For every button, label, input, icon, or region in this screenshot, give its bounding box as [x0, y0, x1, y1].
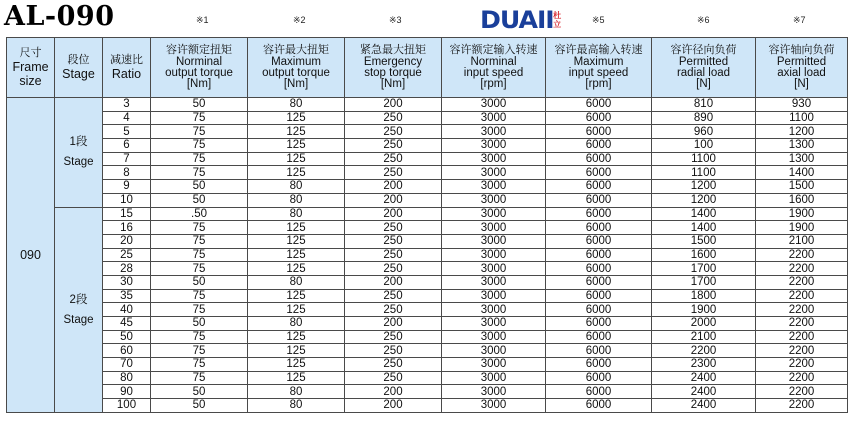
- nominal-output-torque-cell: 75: [151, 248, 248, 262]
- ratio-cell: 45: [103, 317, 151, 331]
- maximum-output-torque-cell: 80: [248, 193, 345, 207]
- emergency-stop-torque-cell: 200: [345, 193, 442, 207]
- permitted-axial-load-cell: 1300: [756, 152, 848, 166]
- permitted-radial-load-cell: 2400: [652, 385, 756, 399]
- maximum-input-speed-cell: 6000: [546, 248, 652, 262]
- permitted-radial-load-cell: 2300: [652, 358, 756, 372]
- nominal-output-torque-cell: 75: [151, 303, 248, 317]
- maximum-input-speed-cell: 6000: [546, 207, 652, 221]
- permitted-radial-load-cell: 1900: [652, 303, 756, 317]
- note-marker-6: ※6: [697, 15, 710, 25]
- nominal-output-torque-cell: 50: [151, 317, 248, 331]
- permitted-axial-load-cell: 2200: [756, 289, 848, 303]
- permitted-axial-load-cell: 1100: [756, 111, 848, 125]
- maximum-input-speed-cell: 6000: [546, 139, 652, 153]
- nominal-output-torque-cell: 50: [151, 180, 248, 194]
- table-row: [7, 330, 848, 344]
- nominal-output-torque-cell: 75: [151, 358, 248, 372]
- emergency-stop-torque-cell: 250: [345, 289, 442, 303]
- maximum-input-speed-cell: 6000: [546, 221, 652, 235]
- nominal-input-speed-cell: 3000: [442, 248, 546, 262]
- maximum-input-speed-cell: 6000: [546, 111, 652, 125]
- emergency-stop-torque-cell: 200: [345, 207, 442, 221]
- table-row: [7, 289, 848, 303]
- nominal-input-speed-cell: 3000: [442, 139, 546, 153]
- permitted-radial-load-cell: 1600: [652, 248, 756, 262]
- emergency-stop-torque-cell: 250: [345, 330, 442, 344]
- table-row: [7, 371, 848, 385]
- ratio-cell: 70: [103, 358, 151, 372]
- nominal-input-speed-cell: 3000: [442, 193, 546, 207]
- table-row: [7, 125, 848, 139]
- ratio-cell: 10: [103, 193, 151, 207]
- permitted-axial-load-cell: 2200: [756, 399, 848, 413]
- nominal-output-torque-cell: .50: [151, 207, 248, 221]
- ratio-cell: 30: [103, 275, 151, 289]
- emergency-stop-torque-cell: 250: [345, 234, 442, 248]
- maximum-output-torque-cell: 125: [248, 248, 345, 262]
- nominal-input-speed-cell: 3000: [442, 262, 546, 276]
- nominal-output-torque-cell: 75: [151, 125, 248, 139]
- permitted-axial-load-cell: 2200: [756, 371, 848, 385]
- table-row: [7, 180, 848, 194]
- maximum-input-speed-cell: 6000: [546, 98, 652, 112]
- nominal-output-torque-cell: 50: [151, 385, 248, 399]
- nominal-output-torque-cell: 75: [151, 371, 248, 385]
- maximum-input-speed-cell: 6000: [546, 234, 652, 248]
- header-nominal-input-speed: 容许额定输入转速 Norminal input speed [rpm]: [442, 38, 546, 98]
- permitted-axial-load-cell: 1900: [756, 207, 848, 221]
- permitted-axial-load-cell: 2200: [756, 262, 848, 276]
- maximum-output-torque-cell: 80: [248, 317, 345, 331]
- table-row: [7, 385, 848, 399]
- nominal-input-speed-cell: 3000: [442, 125, 546, 139]
- ratio-cell: 5: [103, 125, 151, 139]
- permitted-axial-load-cell: 2200: [756, 385, 848, 399]
- ratio-cell: 40: [103, 303, 151, 317]
- emergency-stop-torque-cell: 250: [345, 166, 442, 180]
- permitted-radial-load-cell: 1100: [652, 166, 756, 180]
- nominal-output-torque-cell: 75: [151, 139, 248, 153]
- maximum-input-speed-cell: 6000: [546, 125, 652, 139]
- table-row: [7, 152, 848, 166]
- nominal-output-torque-cell: 50: [151, 275, 248, 289]
- stage-cn-label: 1段: [69, 136, 88, 149]
- permitted-radial-load-cell: 2200: [652, 344, 756, 358]
- ratio-cell: 20: [103, 234, 151, 248]
- table-row: [7, 248, 848, 262]
- permitted-radial-load-cell: 960: [652, 125, 756, 139]
- model-title: AL-090: [4, 1, 115, 32]
- stage-en-label: Stage: [63, 156, 94, 169]
- maximum-input-speed-cell: 6000: [546, 166, 652, 180]
- nominal-input-speed-cell: 3000: [442, 221, 546, 235]
- header-maximum-input-speed: 容许最高输入转速 Maximum input speed [rpm]: [546, 38, 652, 98]
- permitted-axial-load-cell: 930: [756, 98, 848, 112]
- stage-en-label: Stage: [63, 313, 94, 326]
- permitted-radial-load-cell: 1200: [652, 180, 756, 194]
- ratio-cell: 35: [103, 289, 151, 303]
- permitted-radial-load-cell: 1400: [652, 207, 756, 221]
- table-row: [7, 111, 848, 125]
- maximum-output-torque-cell: 125: [248, 330, 345, 344]
- header-maximum-output-torque: 容许最大扭矩 Maximum output torque [Nm]: [248, 38, 345, 98]
- permitted-axial-load-cell: 1900: [756, 221, 848, 235]
- maximum-input-speed-cell: 6000: [546, 193, 652, 207]
- maximum-input-speed-cell: 6000: [546, 371, 652, 385]
- nominal-output-torque-cell: 75: [151, 330, 248, 344]
- emergency-stop-torque-cell: 200: [345, 317, 442, 331]
- permitted-axial-load-cell: 2200: [756, 275, 848, 289]
- ratio-cell: 60: [103, 344, 151, 358]
- header-permitted-radial-load: 容许径向负荷 Permitted radial load [N]: [652, 38, 756, 98]
- table-row: [7, 358, 848, 372]
- nominal-input-speed-cell: 3000: [442, 344, 546, 358]
- nominal-input-speed-cell: 3000: [442, 111, 546, 125]
- brand-logo-word: DUAII: [480, 6, 554, 34]
- maximum-output-torque-cell: 125: [248, 344, 345, 358]
- nominal-output-torque-cell: 50: [151, 399, 248, 413]
- emergency-stop-torque-cell: 200: [345, 275, 442, 289]
- nominal-output-torque-cell: 75: [151, 221, 248, 235]
- maximum-input-speed-cell: 6000: [546, 358, 652, 372]
- maximum-output-torque-cell: 125: [248, 303, 345, 317]
- header-emergency-stop-torque: 紧急最大扭矩 Emergency stop torque [Nm]: [345, 38, 442, 98]
- maximum-output-torque-cell: 125: [248, 152, 345, 166]
- nominal-input-speed-cell: 3000: [442, 385, 546, 399]
- permitted-axial-load-cell: 1400: [756, 166, 848, 180]
- note-marker-3: ※3: [389, 15, 402, 25]
- title-bar: [0, 0, 853, 38]
- emergency-stop-torque-cell: 250: [345, 344, 442, 358]
- permitted-axial-load-cell: 2200: [756, 358, 848, 372]
- permitted-axial-load-cell: 2200: [756, 344, 848, 358]
- table-row: [7, 262, 848, 276]
- nominal-input-speed-cell: 3000: [442, 180, 546, 194]
- permitted-radial-load-cell: 1700: [652, 275, 756, 289]
- header-stage: 段位 Stage: [55, 38, 103, 98]
- permitted-axial-load-cell: 1500: [756, 180, 848, 194]
- maximum-input-speed-cell: 6000: [546, 262, 652, 276]
- nominal-output-torque-cell: 75: [151, 344, 248, 358]
- maximum-input-speed-cell: 6000: [546, 317, 652, 331]
- table-row: [7, 303, 848, 317]
- maximum-input-speed-cell: 6000: [546, 303, 652, 317]
- maximum-output-torque-cell: 80: [248, 180, 345, 194]
- permitted-radial-load-cell: 1800: [652, 289, 756, 303]
- nominal-input-speed-cell: 3000: [442, 289, 546, 303]
- nominal-output-torque-cell: 75: [151, 289, 248, 303]
- maximum-output-torque-cell: 80: [248, 207, 345, 221]
- nominal-input-speed-cell: 3000: [442, 275, 546, 289]
- note-marker-7: ※7: [793, 15, 806, 25]
- maximum-output-torque-cell: 125: [248, 139, 345, 153]
- header-ratio: 减速比 Ratio: [103, 38, 151, 98]
- permitted-radial-load-cell: 100: [652, 139, 756, 153]
- nominal-output-torque-cell: 75: [151, 111, 248, 125]
- permitted-radial-load-cell: 890: [652, 111, 756, 125]
- table-row: [7, 207, 848, 221]
- permitted-axial-load-cell: 2200: [756, 330, 848, 344]
- maximum-output-torque-cell: 125: [248, 221, 345, 235]
- permitted-radial-load-cell: 1400: [652, 221, 756, 235]
- brand-logo-cn: 杜 立: [553, 11, 562, 29]
- emergency-stop-torque-cell: 250: [345, 221, 442, 235]
- maximum-output-torque-cell: 125: [248, 234, 345, 248]
- permitted-radial-load-cell: 1500: [652, 234, 756, 248]
- ratio-cell: 100: [103, 399, 151, 413]
- stage-cn-label: 2段: [69, 293, 88, 306]
- permitted-axial-load-cell: 1300: [756, 139, 848, 153]
- emergency-stop-torque-cell: 250: [345, 139, 442, 153]
- emergency-stop-torque-cell: 200: [345, 399, 442, 413]
- table-row: [7, 193, 848, 207]
- note-marker-2: ※2: [293, 15, 306, 25]
- maximum-output-torque-cell: 125: [248, 358, 345, 372]
- nominal-input-speed-cell: 3000: [442, 399, 546, 413]
- maximum-output-torque-cell: 125: [248, 111, 345, 125]
- maximum-output-torque-cell: 125: [248, 125, 345, 139]
- nominal-output-torque-cell: 75: [151, 234, 248, 248]
- ratio-cell: 15: [103, 207, 151, 221]
- nominal-input-speed-cell: 3000: [442, 234, 546, 248]
- ratio-cell: 80: [103, 371, 151, 385]
- maximum-input-speed-cell: 6000: [546, 399, 652, 413]
- nominal-input-speed-cell: 3000: [442, 358, 546, 372]
- emergency-stop-torque-cell: 250: [345, 262, 442, 276]
- maximum-input-speed-cell: 6000: [546, 289, 652, 303]
- emergency-stop-torque-cell: 200: [345, 385, 442, 399]
- table-row: [7, 344, 848, 358]
- emergency-stop-torque-cell: 200: [345, 98, 442, 112]
- frame-size-cell: 090: [7, 98, 55, 413]
- emergency-stop-torque-cell: 250: [345, 303, 442, 317]
- maximum-output-torque-cell: 125: [248, 289, 345, 303]
- maximum-output-torque-cell: 125: [248, 262, 345, 276]
- nominal-input-speed-cell: 3000: [442, 303, 546, 317]
- emergency-stop-torque-cell: 250: [345, 358, 442, 372]
- header-nominal-output-torque: 容许额定扭矩 Norminal output torque [Nm]: [151, 38, 248, 98]
- nominal-output-torque-cell: 50: [151, 193, 248, 207]
- table-row: [7, 166, 848, 180]
- brand-logo: [480, 6, 561, 34]
- maximum-input-speed-cell: 6000: [546, 180, 652, 194]
- ratio-cell: 50: [103, 330, 151, 344]
- ratio-cell: 8: [103, 166, 151, 180]
- table-row: [7, 275, 848, 289]
- nominal-output-torque-cell: 75: [151, 262, 248, 276]
- emergency-stop-torque-cell: 250: [345, 371, 442, 385]
- nominal-input-speed-cell: 3000: [442, 317, 546, 331]
- nominal-input-speed-cell: 3000: [442, 98, 546, 112]
- table-row: [7, 234, 848, 248]
- maximum-input-speed-cell: 6000: [546, 275, 652, 289]
- maximum-output-torque-cell: 80: [248, 385, 345, 399]
- stage-cell: [55, 207, 103, 412]
- nominal-input-speed-cell: 3000: [442, 207, 546, 221]
- nominal-output-torque-cell: 50: [151, 98, 248, 112]
- permitted-radial-load-cell: 810: [652, 98, 756, 112]
- nominal-output-torque-cell: 75: [151, 166, 248, 180]
- maximum-input-speed-cell: 6000: [546, 344, 652, 358]
- permitted-radial-load-cell: 2000: [652, 317, 756, 331]
- ratio-cell: 6: [103, 139, 151, 153]
- maximum-input-speed-cell: 6000: [546, 330, 652, 344]
- permitted-axial-load-cell: 1200: [756, 125, 848, 139]
- permitted-axial-load-cell: 1600: [756, 193, 848, 207]
- ratio-cell: 9: [103, 180, 151, 194]
- table-row: [7, 98, 848, 112]
- maximum-output-torque-cell: 80: [248, 98, 345, 112]
- permitted-axial-load-cell: 2200: [756, 248, 848, 262]
- permitted-axial-load-cell: 2200: [756, 303, 848, 317]
- permitted-radial-load-cell: 1700: [652, 262, 756, 276]
- table-row: [7, 139, 848, 153]
- note-marker-5: ※5: [592, 15, 605, 25]
- stage-cell: [55, 98, 103, 208]
- maximum-input-speed-cell: 6000: [546, 385, 652, 399]
- ratio-cell: 4: [103, 111, 151, 125]
- emergency-stop-torque-cell: 250: [345, 248, 442, 262]
- table-row: [7, 399, 848, 413]
- table-row: [7, 317, 848, 331]
- permitted-radial-load-cell: 2400: [652, 399, 756, 413]
- maximum-output-torque-cell: 80: [248, 275, 345, 289]
- nominal-input-speed-cell: 3000: [442, 330, 546, 344]
- table-body: [7, 98, 848, 413]
- note-marker-1: ※1: [196, 15, 209, 25]
- emergency-stop-torque-cell: 200: [345, 180, 442, 194]
- maximum-output-torque-cell: 80: [248, 399, 345, 413]
- permitted-radial-load-cell: 1200: [652, 193, 756, 207]
- ratio-cell: 28: [103, 262, 151, 276]
- permitted-axial-load-cell: 2200: [756, 317, 848, 331]
- nominal-input-speed-cell: 3000: [442, 166, 546, 180]
- permitted-axial-load-cell: 2100: [756, 234, 848, 248]
- ratio-cell: 25: [103, 248, 151, 262]
- emergency-stop-torque-cell: 250: [345, 125, 442, 139]
- permitted-radial-load-cell: 2400: [652, 371, 756, 385]
- nominal-input-speed-cell: 3000: [442, 152, 546, 166]
- maximum-input-speed-cell: 6000: [546, 152, 652, 166]
- table-header: [7, 38, 848, 98]
- emergency-stop-torque-cell: 250: [345, 111, 442, 125]
- ratio-cell: 16: [103, 221, 151, 235]
- permitted-radial-load-cell: 2100: [652, 330, 756, 344]
- nominal-output-torque-cell: 75: [151, 152, 248, 166]
- emergency-stop-torque-cell: 250: [345, 152, 442, 166]
- spec-table: [6, 37, 848, 413]
- nominal-input-speed-cell: 3000: [442, 371, 546, 385]
- permitted-radial-load-cell: 1100: [652, 152, 756, 166]
- header-permitted-axial-load: 容许轴向负荷 Permitted axial load [N]: [756, 38, 848, 98]
- table-row: [7, 221, 848, 235]
- ratio-cell: 7: [103, 152, 151, 166]
- ratio-cell: 3: [103, 98, 151, 112]
- maximum-output-torque-cell: 125: [248, 371, 345, 385]
- header-frame-size: 尺寸 Frame size: [7, 38, 55, 98]
- maximum-output-torque-cell: 125: [248, 166, 345, 180]
- ratio-cell: 90: [103, 385, 151, 399]
